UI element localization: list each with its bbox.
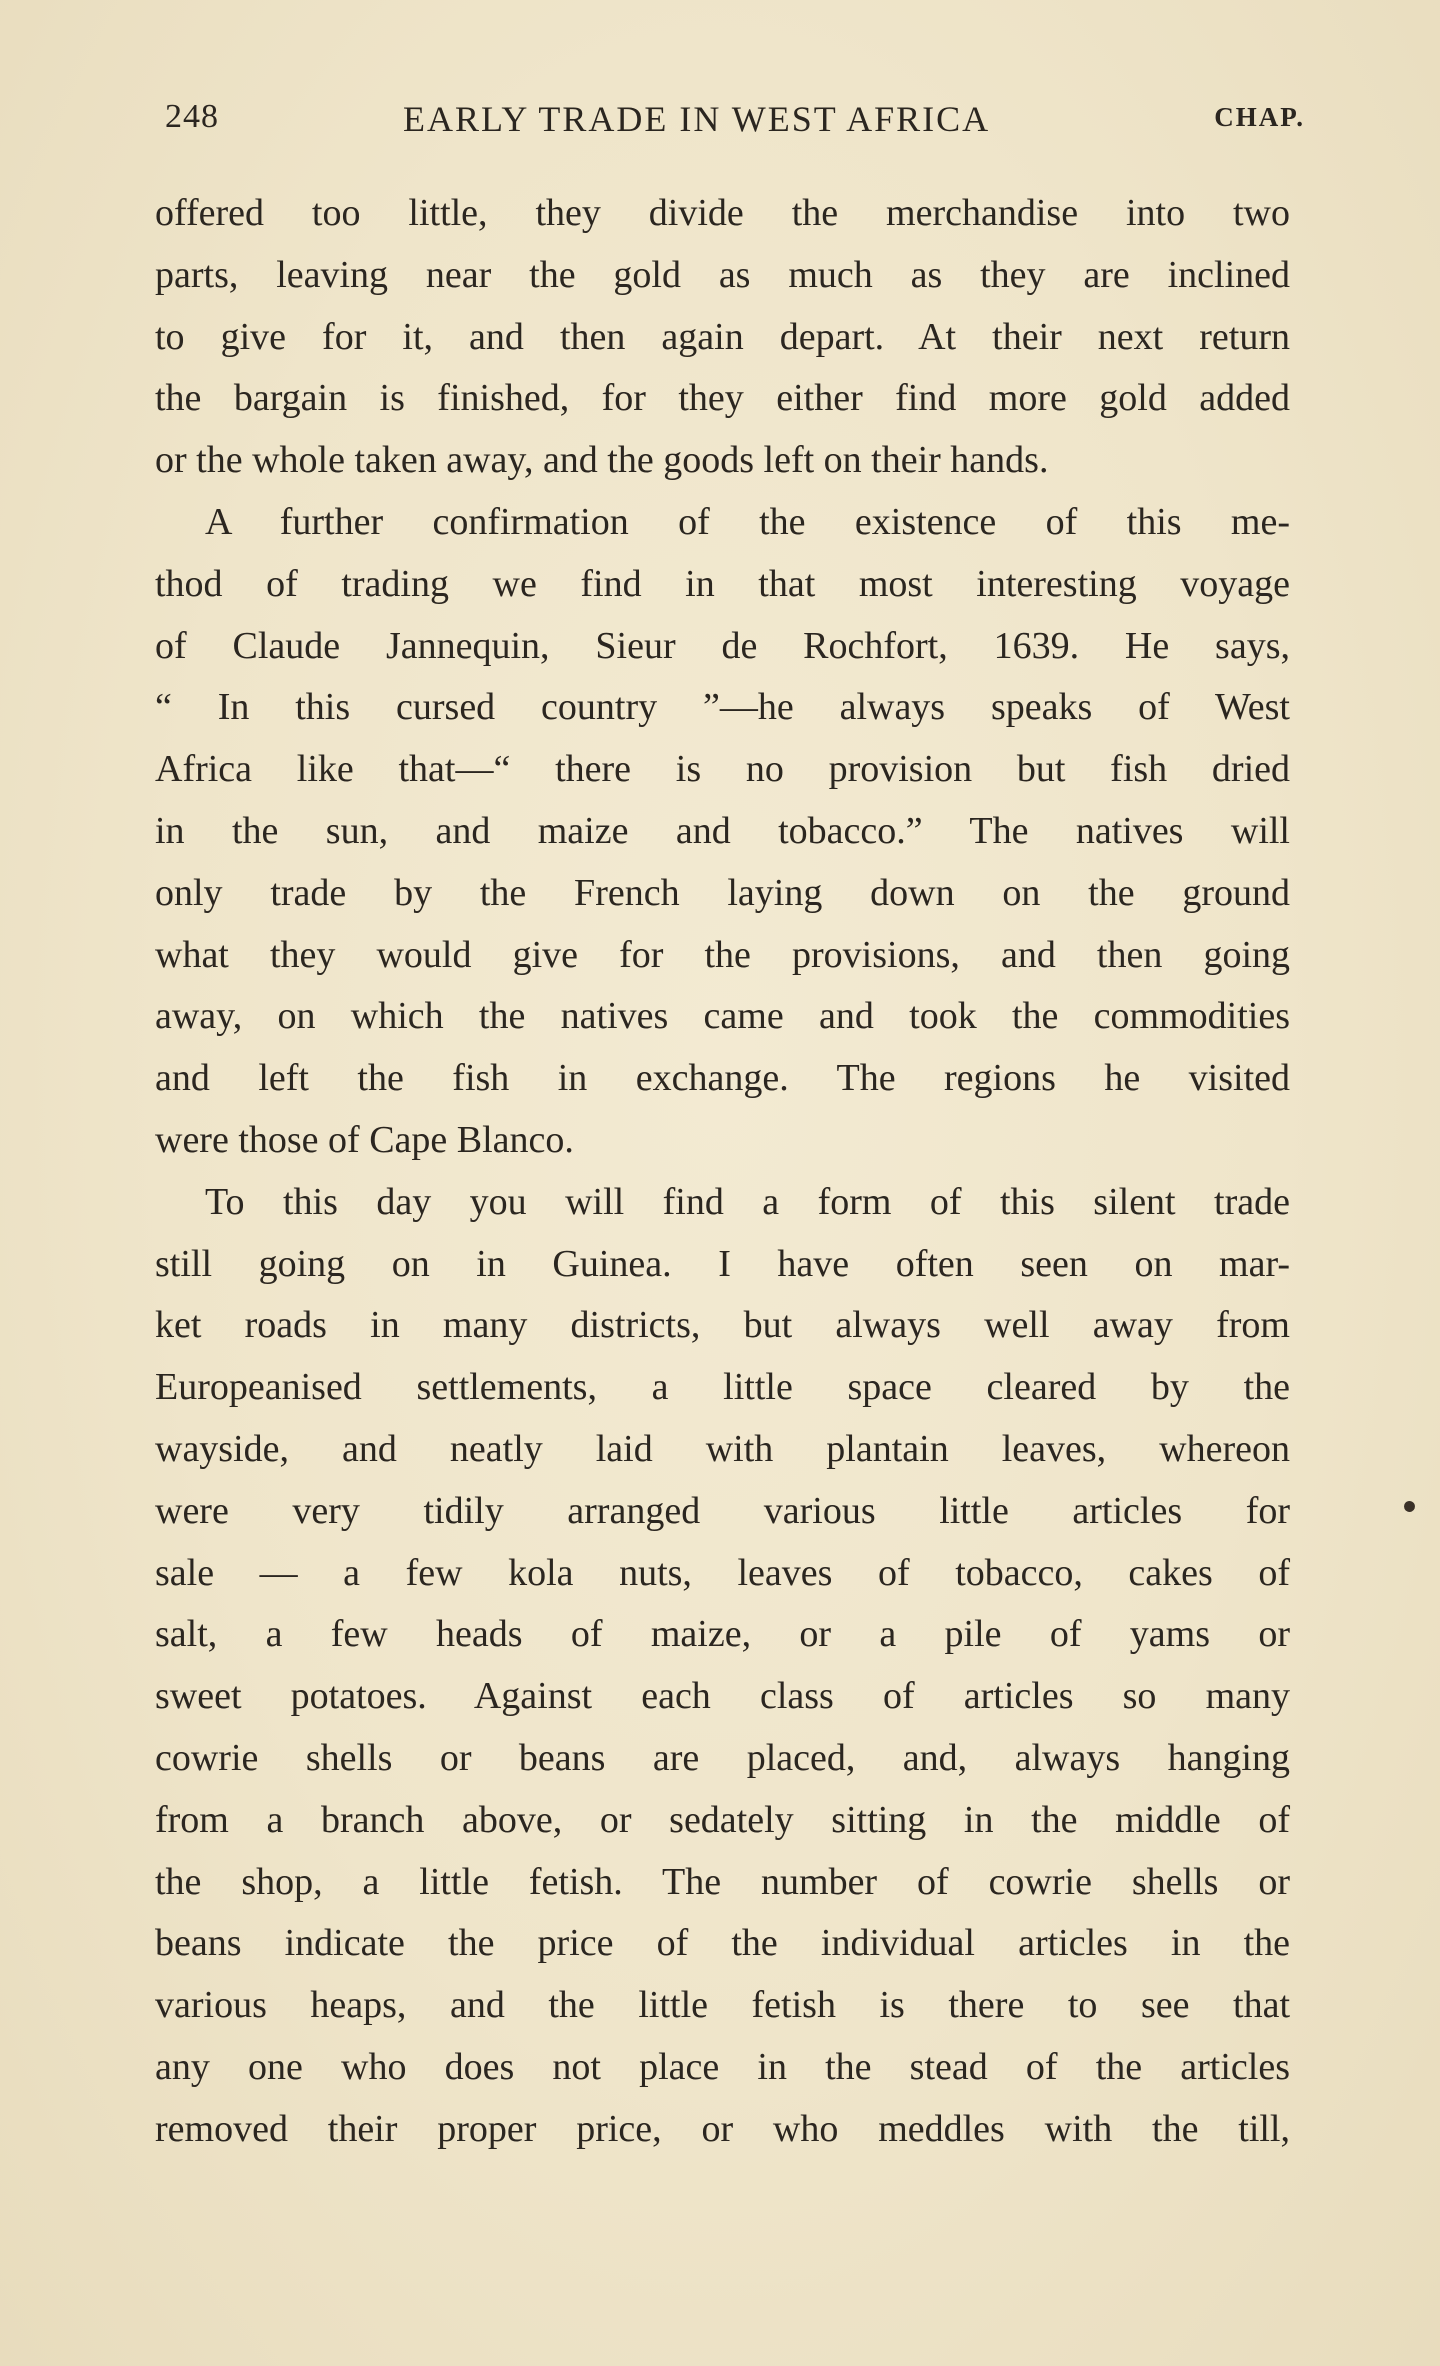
text-line: the shop, a little fetish. The number of cowrie shells or [155, 1860, 1290, 1903]
text-line: various heaps, and the little fetish is there to see that [155, 1984, 1290, 2027]
page-number: 248 [165, 98, 219, 135]
text-line: to give for it, and then again depart. At their next return [155, 315, 1290, 358]
text-line: Europeanised settlements, a little space cleared by the [155, 1366, 1290, 1409]
text-line: still going on in Guinea. I have often seen on mar- [155, 1242, 1290, 1285]
text-line: away, on which the natives came and took the commodities [155, 995, 1290, 1038]
text-line: from a branch above, or sedately sitting in the middle of [155, 1798, 1290, 1841]
text-line: wayside, and neatly laid with plantain leaves, whereon [155, 1427, 1290, 1470]
text-line: of Claude Jannequin, Sieur de Rochfort, 1639. He says, [155, 624, 1290, 667]
text-line: Africa like that—“ there is no provision but fish dried [155, 748, 1290, 791]
section-mark: CHAP. [1214, 102, 1305, 132]
text-line: beans indicate the price of the individual articles in the [155, 1922, 1290, 1965]
text-line: the bargain is finished, for they either find more gold added [155, 377, 1290, 420]
text-line: thod of trading we find in that most interesting voyage [155, 562, 1290, 605]
text-line: only trade by the French laying down on the ground [155, 871, 1290, 914]
text-line: any one who does not place in the stead of the articles [155, 2045, 1290, 2088]
text-line: were very tidily arranged various little articles for [155, 1489, 1290, 1532]
text-line: and left the fish in exchange. The regions he visited [155, 1057, 1290, 1100]
text-line: A further confirmation of the existence of this me- [205, 500, 1290, 543]
text-line: were those of Cape Blanco. [155, 1118, 574, 1161]
text-line: offered too little, they divide the merchandise into two [155, 192, 1290, 234]
text-line: cowrie shells or beans are placed, and, always hanging [155, 1736, 1290, 1779]
text-line: sale — a few kola nuts, leaves of tobacco, cakes of [155, 1551, 1290, 1594]
text-line: salt, a few heads of maize, or a pile of yams or [155, 1613, 1290, 1656]
text-line: parts, leaving near the gold as much as they are inclined [155, 253, 1290, 296]
text-line: or the whole taken away, and the goods left on their hands. [155, 439, 1049, 482]
text-line: To this day you will find a form of this silent trade [205, 1180, 1290, 1223]
running-head [165, 98, 1305, 148]
body-text [155, 183, 1290, 2161]
margin-ink-spot [1402, 1499, 1416, 1513]
text-line: what they would give for the provisions, and then going [155, 933, 1290, 976]
running-title: EARLY TRADE IN WEST AFRICA [403, 99, 991, 139]
text-line: removed their proper price, or who meddles with the till, [155, 2107, 1290, 2150]
text-line: sweet potatoes. Against each class of articles so many [155, 1675, 1290, 1718]
text-line: “ In this cursed country ”—he always speaks of West [155, 686, 1290, 729]
text-line: in the sun, and maize and tobacco.” The natives will [155, 809, 1290, 852]
text-line: ket roads in many districts, but always well away from [155, 1304, 1290, 1347]
